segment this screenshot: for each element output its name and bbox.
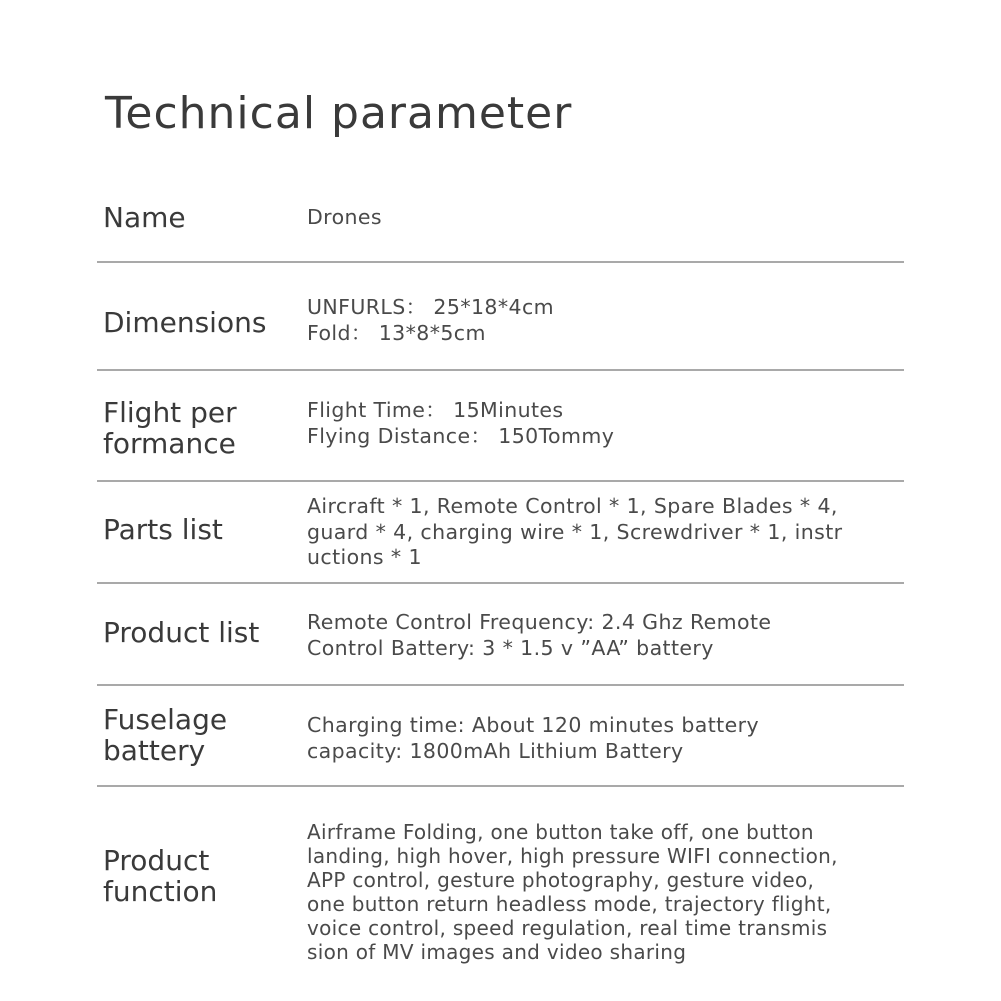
- row-value-dimensions: UNFURLS： 25*18*4cm Fold： 13*8*5cm: [307, 295, 554, 345]
- row-label-dimensions: Dimensions: [103, 306, 267, 339]
- divider: [97, 261, 904, 263]
- divider: [97, 369, 904, 371]
- row-label-name: Name: [103, 201, 186, 234]
- page-title: Technical parameter: [105, 88, 573, 139]
- divider: [97, 684, 904, 686]
- row-label-flight-performance: Flight per formance: [103, 396, 237, 460]
- row-label-fuselage-battery: Fuselage battery: [103, 703, 228, 767]
- row-label-product-function: Product function: [103, 844, 218, 908]
- row-label-parts-list: Parts list: [103, 513, 223, 546]
- divider: [97, 582, 904, 584]
- divider: [97, 785, 904, 787]
- row-value-product-list: Remote Control Frequency: 2.4 Ghz Remote Control Battery: 3 * 1.5 v ”AA” battery: [307, 610, 772, 660]
- divider: [97, 480, 904, 482]
- row-value-parts-list: Aircraft * 1, Remote Control * 1, Spare Blades * 4, guard * 4, charging wire * 1, Screwdriver * 1, instr uctions * 1: [307, 494, 843, 569]
- row-value-fuselage-battery: Charging time: About 120 minutes battery capacity: 1800mAh Lithium Battery: [307, 713, 759, 763]
- row-value-product-function: Airframe Folding, one button take off, one button landing, high hover, high pressure WIFI connection, APP control, gesture photography, gesture video, one button return headless mode, trajectory flight, voice control, speed regulation, real time transmis sion of MV images and video sharing: [307, 820, 838, 964]
- row-label-product-list: Product list: [103, 616, 260, 649]
- row-value-name: Drones: [307, 205, 382, 229]
- row-value-flight-performance: Flight Time： 15Minutes Flying Distance： 150Tommy: [307, 398, 615, 448]
